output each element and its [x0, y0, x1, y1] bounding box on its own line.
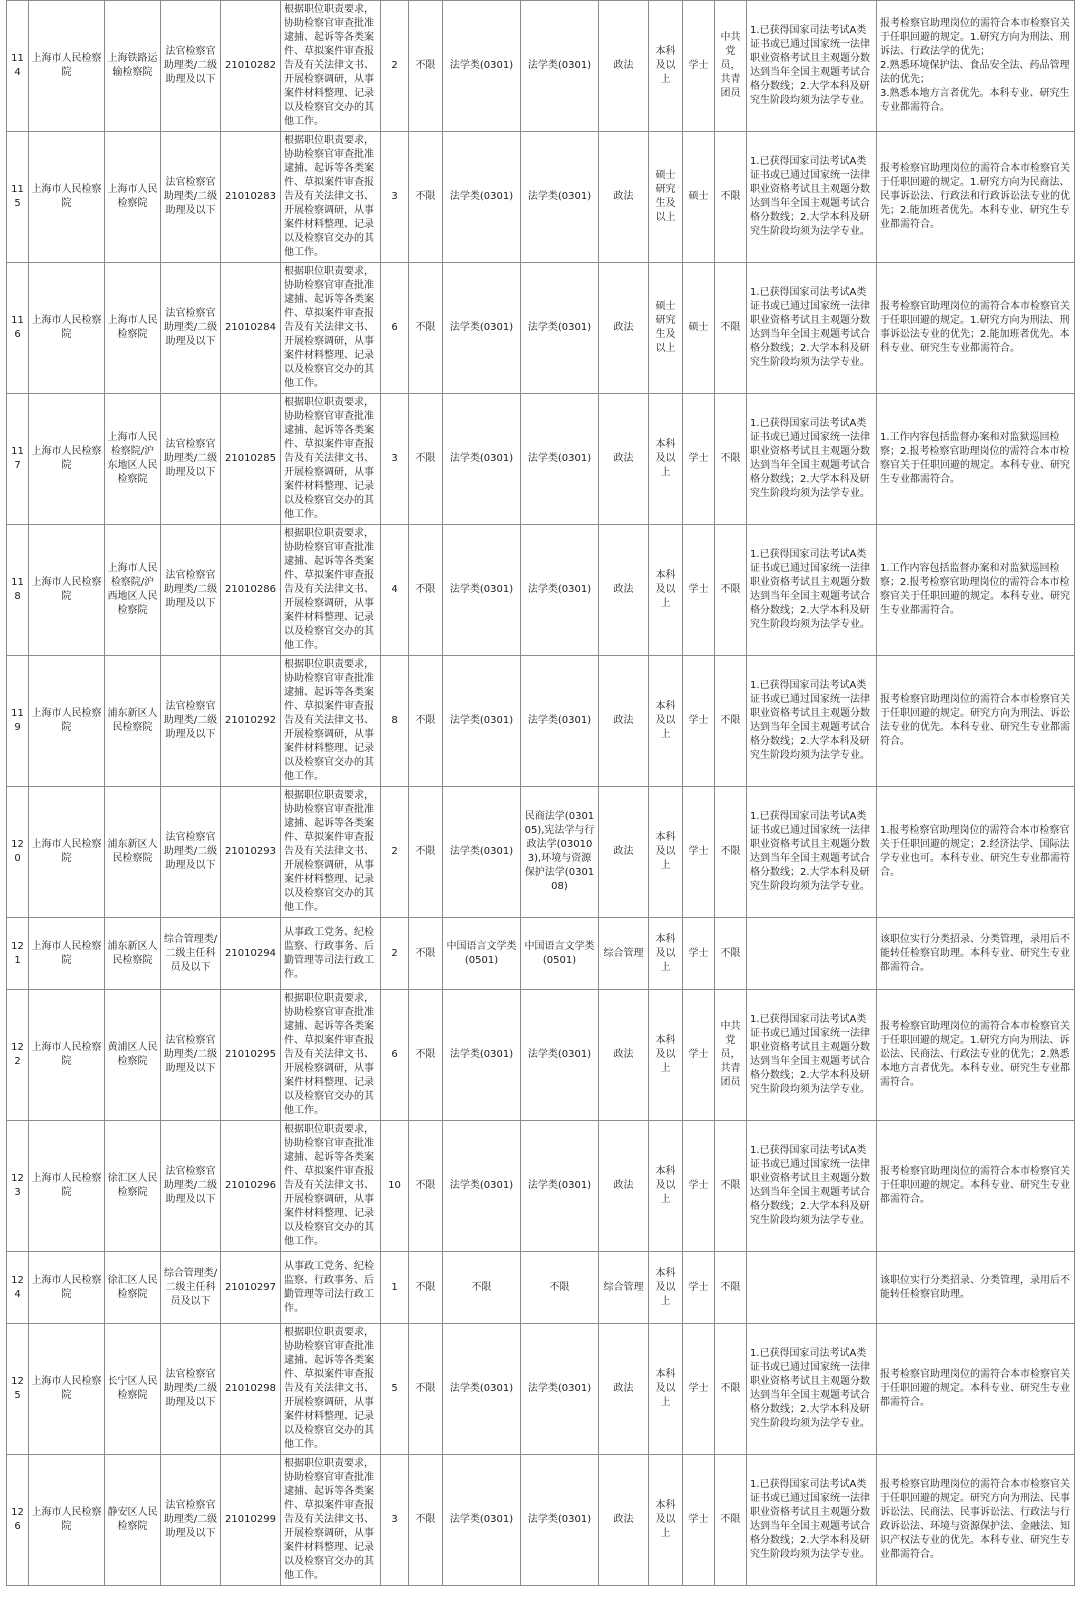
political-status: 不限	[715, 1121, 747, 1252]
restriction: 不限	[409, 1121, 443, 1252]
row-number: 126	[7, 1455, 29, 1586]
exam-category: 政法	[599, 394, 649, 525]
education-level: 本科及以上	[649, 1455, 683, 1586]
qualification-requirement: 1.已获得国家司法考试A类证书或已通过国家统一法律职业资格考试且主观题分数达到当年全国主观题考试合格分数线；2.大学本科及研究生阶段均须为法学专业。	[747, 132, 877, 263]
exam-category: 政法	[599, 787, 649, 918]
position-duty: 从事政工党务、纪检监察、行政事务、后勤管理等司法行政工作。	[281, 1252, 381, 1324]
employing-unit: 黄浦区人民检察院	[105, 990, 161, 1121]
recruiting-agency: 上海市人民检察院	[29, 918, 105, 990]
position-category: 法官检察官助理类/二级助理及以下	[161, 525, 221, 656]
exam-category: 政法	[599, 1324, 649, 1455]
position-duty: 根据职位职责要求，协助检察官审查批准逮捕、起诉等各类案件、草拟案件审查报告及有关法律文书、开展检察调研，从事案件材料整理、记录以及检察官交办的其他工作。	[281, 1324, 381, 1455]
exam-category: 政法	[599, 1455, 649, 1586]
employing-unit: 浦东新区人民检察院	[105, 656, 161, 787]
qualification-requirement: 1.已获得国家司法考试A类证书或已通过国家统一法律职业资格考试且主观题分数达到当年全国主观题考试合格分数线；2.大学本科及研究生阶段均须为法学专业。	[747, 656, 877, 787]
degree-requirement: 学士	[683, 787, 715, 918]
recruiting-agency: 上海市人民检察院	[29, 394, 105, 525]
position-duty: 根据职位职责要求，协助检察官审查批准逮捕、起诉等各类案件、草拟案件审查报告及有关法律文书、开展检察调研，从事案件材料整理、记录以及检察官交办的其他工作。	[281, 787, 381, 918]
political-status: 不限	[715, 1455, 747, 1586]
restriction: 不限	[409, 787, 443, 918]
hiring-count: 6	[381, 263, 409, 394]
position-duty: 根据职位职责要求，协助检察官审查批准逮捕、起诉等各类案件、草拟案件审查报告及有关法律文书、开展检察调研，从事案件材料整理、记录以及检察官交办的其他工作。	[281, 1455, 381, 1586]
employing-unit: 浦东新区人民检察院	[105, 787, 161, 918]
recruiting-agency: 上海市人民检察院	[29, 990, 105, 1121]
undergraduate-major: 法学类(0301)	[443, 990, 521, 1121]
hiring-count: 3	[381, 132, 409, 263]
remarks: 报考检察官助理岗位的需符合本市检察官关于任职回避的规定。1.研究方向为刑法、刑诉法、行政法学的优先； 2.熟悉环境保护法、食品安全法、药品管理法的优先； 3.熟悉本地方言者优先。本科专业、研究生专业都需符合。	[877, 1, 1075, 132]
position-duty: 根据职位职责要求，协助检察官审查批准逮捕、起诉等各类案件、草拟案件审查报告及有关法律文书、开展检察调研，从事案件材料整理、记录以及检察官交办的其他工作。	[281, 132, 381, 263]
restriction: 不限	[409, 1252, 443, 1324]
hiring-count: 1	[381, 1252, 409, 1324]
position-category: 法官检察官助理类/二级助理及以下	[161, 990, 221, 1121]
hiring-count: 5	[381, 1324, 409, 1455]
table-body	[7, 1, 1075, 1586]
qualification-requirement	[747, 1252, 877, 1324]
restriction: 不限	[409, 656, 443, 787]
table-row	[7, 1121, 1075, 1252]
education-level: 本科及以上	[649, 1121, 683, 1252]
job-listing-table	[6, 0, 1075, 1586]
employing-unit: 长宁区人民检察院	[105, 1324, 161, 1455]
graduate-major: 法学类(0301)	[521, 525, 599, 656]
undergraduate-major: 法学类(0301)	[443, 1121, 521, 1252]
political-status: 中共党员，共青团员	[715, 990, 747, 1121]
row-number: 124	[7, 1252, 29, 1324]
position-category: 法官检察官助理类/二级助理及以下	[161, 1455, 221, 1586]
political-status: 不限	[715, 263, 747, 394]
remarks: 1.报考检察官助理岗位的需符合本市检察官关于任职回避的规定；2.经济法学、国际法学专业也可。本科专业、研究生专业都需符合。	[877, 787, 1075, 918]
qualification-requirement: 1.已获得国家司法考试A类证书或已通过国家统一法律职业资格考试且主观题分数达到当年全国主观题考试合格分数线；2.大学本科及研究生阶段均须为法学专业。	[747, 1324, 877, 1455]
position-code: 21010293	[221, 787, 281, 918]
position-code: 21010286	[221, 525, 281, 656]
exam-category: 政法	[599, 263, 649, 394]
position-code: 21010282	[221, 1, 281, 132]
employing-unit: 徐汇区人民检察院	[105, 1252, 161, 1324]
graduate-major: 民商法学(030105),宪法学与行政法学(030103),环境与资源保护法学(030108)	[521, 787, 599, 918]
education-level: 硕士研究生及以上	[649, 132, 683, 263]
graduate-major: 法学类(0301)	[521, 1324, 599, 1455]
recruiting-agency: 上海市人民检察院	[29, 1252, 105, 1324]
employing-unit: 上海市人民检察院	[105, 132, 161, 263]
row-number: 119	[7, 656, 29, 787]
recruiting-agency: 上海市人民检察院	[29, 1455, 105, 1586]
position-duty: 根据职位职责要求，协助检察官审查批准逮捕、起诉等各类案件、草拟案件审查报告及有关法律文书、开展检察调研，从事案件材料整理、记录以及检察官交办的其他工作。	[281, 1, 381, 132]
graduate-major: 法学类(0301)	[521, 1, 599, 132]
table-row	[7, 525, 1075, 656]
degree-requirement: 学士	[683, 1252, 715, 1324]
undergraduate-major: 不限	[443, 1252, 521, 1324]
position-category: 法官检察官助理类/二级助理及以下	[161, 1121, 221, 1252]
political-status: 不限	[715, 787, 747, 918]
education-level: 本科及以上	[649, 1252, 683, 1324]
qualification-requirement: 1.已获得国家司法考试A类证书或已通过国家统一法律职业资格考试且主观题分数达到当年全国主观题考试合格分数线；2.大学本科及研究生阶段均须为法学专业。	[747, 787, 877, 918]
graduate-major: 法学类(0301)	[521, 656, 599, 787]
position-code: 21010284	[221, 263, 281, 394]
exam-category: 政法	[599, 132, 649, 263]
qualification-requirement: 1.已获得国家司法考试A类证书或已通过国家统一法律职业资格考试且主观题分数达到当年全国主观题考试合格分数线；2.大学本科及研究生阶段均须为法学专业。	[747, 525, 877, 656]
undergraduate-major: 法学类(0301)	[443, 1455, 521, 1586]
restriction: 不限	[409, 1324, 443, 1455]
remarks: 报考检察官助理岗位的需符合本市检察官关于任职回避的规定。研究方向为刑法、民事诉讼法、民商法、民事诉讼法、行政法与行政诉讼法、环境与资源保护法、金融法、知识产权法专业的优先。本科专业、研究生专业都需符合。	[877, 1455, 1075, 1586]
position-category: 法官检察官助理类/二级助理及以下	[161, 394, 221, 525]
recruiting-agency: 上海市人民检察院	[29, 525, 105, 656]
row-number: 121	[7, 918, 29, 990]
undergraduate-major: 法学类(0301)	[443, 263, 521, 394]
hiring-count: 2	[381, 1, 409, 132]
exam-category: 综合管理	[599, 918, 649, 990]
position-code: 21010285	[221, 394, 281, 525]
undergraduate-major: 法学类(0301)	[443, 1324, 521, 1455]
degree-requirement: 学士	[683, 1324, 715, 1455]
degree-requirement: 学士	[683, 1455, 715, 1586]
table-row	[7, 394, 1075, 525]
restriction: 不限	[409, 132, 443, 263]
job-listing-sheet	[6, 0, 1074, 1616]
qualification-requirement: 1.已获得国家司法考试A类证书或已通过国家统一法律职业资格考试且主观题分数达到当年全国主观题考试合格分数线；2.大学本科及研究生阶段均须为法学专业。	[747, 990, 877, 1121]
undergraduate-major: 法学类(0301)	[443, 132, 521, 263]
row-number: 117	[7, 394, 29, 525]
position-code: 21010283	[221, 132, 281, 263]
employing-unit: 上海市人民检察院/沪东地区人民检察院	[105, 394, 161, 525]
graduate-major: 不限	[521, 1252, 599, 1324]
table-row	[7, 132, 1075, 263]
table-row	[7, 990, 1075, 1121]
row-number: 120	[7, 787, 29, 918]
remarks: 该职位实行分类招录、分类管理，录用后不能转任检察官助理。本科专业、研究生专业都需符合。	[877, 918, 1075, 990]
undergraduate-major: 法学类(0301)	[443, 656, 521, 787]
degree-requirement: 学士	[683, 918, 715, 990]
education-level: 本科及以上	[649, 1, 683, 132]
row-number: 123	[7, 1121, 29, 1252]
row-number: 116	[7, 263, 29, 394]
position-category: 综合管理类/二级主任科员及以下	[161, 918, 221, 990]
table-row	[7, 1455, 1075, 1586]
hiring-count: 6	[381, 990, 409, 1121]
exam-category: 综合管理	[599, 1252, 649, 1324]
degree-requirement: 学士	[683, 656, 715, 787]
recruiting-agency: 上海市人民检察院	[29, 132, 105, 263]
position-category: 法官检察官助理类/二级助理及以下	[161, 656, 221, 787]
remarks: 该职位实行分类招录、分类管理，录用后不能转任检察官助理。	[877, 1252, 1075, 1324]
exam-category: 政法	[599, 990, 649, 1121]
position-code: 21010296	[221, 1121, 281, 1252]
row-number: 125	[7, 1324, 29, 1455]
graduate-major: 法学类(0301)	[521, 132, 599, 263]
restriction: 不限	[409, 263, 443, 394]
restriction: 不限	[409, 990, 443, 1121]
education-level: 本科及以上	[649, 918, 683, 990]
position-code: 21010298	[221, 1324, 281, 1455]
employing-unit: 上海市人民检察院/沪西地区人民检察院	[105, 525, 161, 656]
position-code: 21010297	[221, 1252, 281, 1324]
employing-unit: 上海铁路运输检察院	[105, 1, 161, 132]
recruiting-agency: 上海市人民检察院	[29, 1, 105, 132]
exam-category: 政法	[599, 656, 649, 787]
restriction: 不限	[409, 1455, 443, 1586]
position-code: 21010295	[221, 990, 281, 1121]
remarks: 报考检察官助理岗位的需符合本市检察官关于任职回避的规定。研究方向为刑法、诉讼法专业的优先。本科专业、研究生专业都需符合。	[877, 656, 1075, 787]
graduate-major: 法学类(0301)	[521, 990, 599, 1121]
education-level: 本科及以上	[649, 990, 683, 1121]
education-level: 本科及以上	[649, 1324, 683, 1455]
position-duty: 根据职位职责要求，协助检察官审查批准逮捕、起诉等各类案件、草拟案件审查报告及有关法律文书、开展检察调研，从事案件材料整理、记录以及检察官交办的其他工作。	[281, 525, 381, 656]
education-level: 本科及以上	[649, 525, 683, 656]
position-duty: 根据职位职责要求，协助检察官审查批准逮捕、起诉等各类案件、草拟案件审查报告及有关法律文书、开展检察调研，从事案件材料整理、记录以及检察官交办的其他工作。	[281, 990, 381, 1121]
remarks: 报考检察官助理岗位的需符合本市检察官关于任职回避的规定。1.研究方向为民商法、民事诉讼法、行政法和行政诉讼法专业的优先；2.能加班者优先。本科专业、研究生专业都需符合。	[877, 132, 1075, 263]
position-code: 21010292	[221, 656, 281, 787]
political-status: 不限	[715, 918, 747, 990]
position-category: 法官检察官助理类/二级助理及以下	[161, 1, 221, 132]
political-status: 中共党员，共青团员	[715, 1, 747, 132]
restriction: 不限	[409, 918, 443, 990]
table-row	[7, 1, 1075, 132]
education-level: 本科及以上	[649, 394, 683, 525]
position-category: 综合管理类/二级主任科员及以下	[161, 1252, 221, 1324]
qualification-requirement: 1.已获得国家司法考试A类证书或已通过国家统一法律职业资格考试且主观题分数达到当年全国主观题考试合格分数线；2.大学本科及研究生阶段均须为法学专业。	[747, 1121, 877, 1252]
table-row	[7, 787, 1075, 918]
remarks: 报考检察官助理岗位的需符合本市检察官关于任职回避的规定。本科专业、研究生专业都需符合。	[877, 1121, 1075, 1252]
employing-unit: 静安区人民检察院	[105, 1455, 161, 1586]
position-duty: 根据职位职责要求，协助检察官审查批准逮捕、起诉等各类案件、草拟案件审查报告及有关法律文书、开展检察调研，从事案件材料整理、记录以及检察官交办的其他工作。	[281, 394, 381, 525]
qualification-requirement: 1.已获得国家司法考试A类证书或已通过国家统一法律职业资格考试且主观题分数达到当年全国主观题考试合格分数线；2.大学本科及研究生阶段均须为法学专业。	[747, 263, 877, 394]
education-level: 本科及以上	[649, 787, 683, 918]
row-number: 122	[7, 990, 29, 1121]
undergraduate-major: 法学类(0301)	[443, 787, 521, 918]
recruiting-agency: 上海市人民检察院	[29, 787, 105, 918]
degree-requirement: 硕士	[683, 132, 715, 263]
table-row	[7, 1252, 1075, 1324]
remarks: 1.工作内容包括监督办案和对监狱巡回检察；2.报考检察官助理岗位的需符合本市检察官关于任职回避的规定。本科专业、研究生专业都需符合。	[877, 525, 1075, 656]
position-category: 法官检察官助理类/二级助理及以下	[161, 1324, 221, 1455]
undergraduate-major: 中国语言文学类(0501)	[443, 918, 521, 990]
recruiting-agency: 上海市人民检察院	[29, 1324, 105, 1455]
degree-requirement: 学士	[683, 990, 715, 1121]
graduate-major: 中国语言文学类(0501)	[521, 918, 599, 990]
hiring-count: 4	[381, 525, 409, 656]
education-level: 硕士研究生及以上	[649, 263, 683, 394]
position-duty: 根据职位职责要求，协助检察官审查批准逮捕、起诉等各类案件、草拟案件审查报告及有关法律文书、开展检察调研，从事案件材料整理、记录以及检察官交办的其他工作。	[281, 1121, 381, 1252]
table-row	[7, 263, 1075, 394]
degree-requirement: 学士	[683, 525, 715, 656]
remarks: 报考检察官助理岗位的需符合本市检察官关于任职回避的规定。1.研究方向为刑法、刑事诉讼法专业的优先；2.能加班者优先。本科专业、研究生专业都需符合。	[877, 263, 1075, 394]
position-duty: 根据职位职责要求，协助检察官审查批准逮捕、起诉等各类案件、草拟案件审查报告及有关法律文书、开展检察调研，从事案件材料整理、记录以及检察官交办的其他工作。	[281, 656, 381, 787]
table-row	[7, 656, 1075, 787]
position-code: 21010299	[221, 1455, 281, 1586]
employing-unit: 上海市人民检察院	[105, 263, 161, 394]
remarks: 报考检察官助理岗位的需符合本市检察官关于任职回避的规定。1.研究方向为刑法、诉讼法、民商法、行政法专业的优先；2.熟悉本地方言者优先。本科专业、研究生专业都需符合。	[877, 990, 1075, 1121]
political-status: 不限	[715, 656, 747, 787]
political-status: 不限	[715, 1252, 747, 1324]
row-number: 115	[7, 132, 29, 263]
remarks: 1.工作内容包括监督办案和对监狱巡回检察；2.报考检察官助理岗位的需符合本市检察官关于任职回避的规定。本科专业、研究生专业都需符合。	[877, 394, 1075, 525]
political-status: 不限	[715, 132, 747, 263]
position-category: 法官检察官助理类/二级助理及以下	[161, 787, 221, 918]
political-status: 不限	[715, 1324, 747, 1455]
hiring-count: 2	[381, 918, 409, 990]
degree-requirement: 学士	[683, 1121, 715, 1252]
political-status: 不限	[715, 525, 747, 656]
exam-category: 政法	[599, 525, 649, 656]
degree-requirement: 学士	[683, 1, 715, 132]
graduate-major: 法学类(0301)	[521, 263, 599, 394]
row-number: 114	[7, 1, 29, 132]
position-category: 法官检察官助理类/二级助理及以下	[161, 132, 221, 263]
undergraduate-major: 法学类(0301)	[443, 525, 521, 656]
row-number: 118	[7, 525, 29, 656]
graduate-major: 法学类(0301)	[521, 394, 599, 525]
table-row	[7, 918, 1075, 990]
recruiting-agency: 上海市人民检察院	[29, 656, 105, 787]
position-category: 法官检察官助理类/二级助理及以下	[161, 263, 221, 394]
employing-unit: 徐汇区人民检察院	[105, 1121, 161, 1252]
hiring-count: 3	[381, 394, 409, 525]
hiring-count: 2	[381, 787, 409, 918]
undergraduate-major: 法学类(0301)	[443, 394, 521, 525]
hiring-count: 8	[381, 656, 409, 787]
degree-requirement: 硕士	[683, 263, 715, 394]
exam-category: 政法	[599, 1121, 649, 1252]
employing-unit: 浦东新区人民检察院	[105, 918, 161, 990]
undergraduate-major: 法学类(0301)	[443, 1, 521, 132]
hiring-count: 3	[381, 1455, 409, 1586]
political-status: 不限	[715, 394, 747, 525]
education-level: 本科及以上	[649, 656, 683, 787]
restriction: 不限	[409, 525, 443, 656]
recruiting-agency: 上海市人民检察院	[29, 263, 105, 394]
hiring-count: 10	[381, 1121, 409, 1252]
qualification-requirement: 1.已获得国家司法考试A类证书或已通过国家统一法律职业资格考试且主观题分数达到当年全国主观题考试合格分数线；2.大学本科及研究生阶段均须为法学专业。	[747, 394, 877, 525]
position-code: 21010294	[221, 918, 281, 990]
position-duty: 根据职位职责要求，协助检察官审查批准逮捕、起诉等各类案件、草拟案件审查报告及有关法律文书、开展检察调研，从事案件材料整理、记录以及检察官交办的其他工作。	[281, 263, 381, 394]
restriction: 不限	[409, 1, 443, 132]
qualification-requirement: 1.已获得国家司法考试A类证书或已通过国家统一法律职业资格考试且主观题分数达到当年全国主观题考试合格分数线；2.大学本科及研究生阶段均须为法学专业。	[747, 1, 877, 132]
graduate-major: 法学类(0301)	[521, 1121, 599, 1252]
table-row	[7, 1324, 1075, 1455]
exam-category: 政法	[599, 1, 649, 132]
qualification-requirement: 1.已获得国家司法考试A类证书或已通过国家统一法律职业资格考试且主观题分数达到当年全国主观题考试合格分数线；2.大学本科及研究生阶段均须为法学专业。	[747, 1455, 877, 1586]
restriction: 不限	[409, 394, 443, 525]
remarks: 报考检察官助理岗位的需符合本市检察官关于任职回避的规定。本科专业、研究生专业都需符合。	[877, 1324, 1075, 1455]
recruiting-agency: 上海市人民检察院	[29, 1121, 105, 1252]
degree-requirement: 学士	[683, 394, 715, 525]
qualification-requirement	[747, 918, 877, 990]
position-duty: 从事政工党务、纪检监察、行政事务、后勤管理等司法行政工作。	[281, 918, 381, 990]
graduate-major: 法学类(0301)	[521, 1455, 599, 1586]
